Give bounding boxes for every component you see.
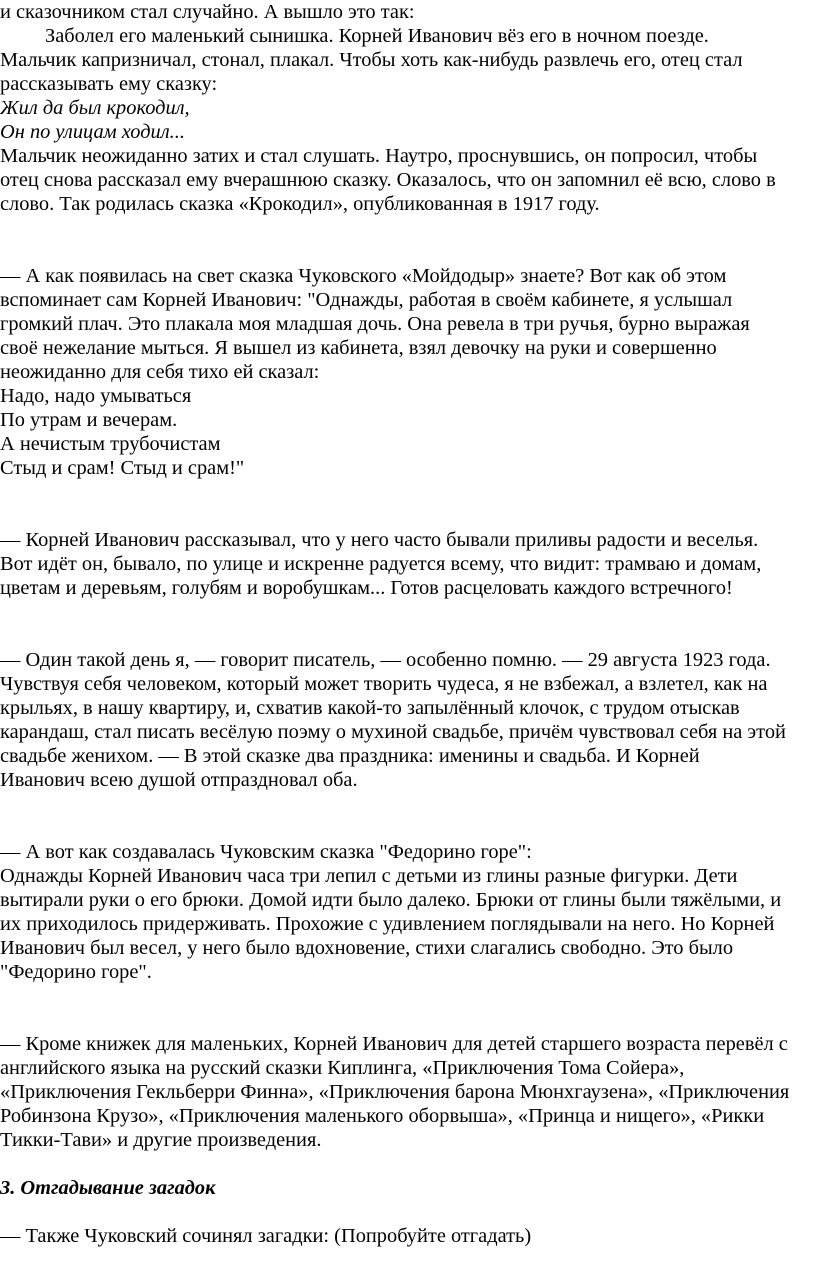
- paragraph-gap: [0, 216, 812, 264]
- text-line: отец снова рассказал ему вчерашнюю сказку. Оказалось, что он запомнил её всю, слово в: [0, 169, 776, 191]
- text-line: Однажды Корней Иванович часа три лепил с детьми из глины разные фигурки. Дети: [0, 865, 738, 887]
- text-line: их приходилось придерживать. Прохожие с удивлением поглядывали на него. Но Корней: [0, 913, 775, 935]
- text-line: карандаш, стал писать весёлую поэму о мухиной свадьбе, причём чувствовал себя на этой: [0, 721, 786, 743]
- paragraph-gap: [0, 600, 812, 648]
- paragraph-joy: [0, 528, 812, 600]
- text-line: «Приключения Гекльберри Финна», «Приключения барона Мюнхгаузена», «Приключения: [0, 1081, 790, 1103]
- poem-line: А нечистым трубочистам: [0, 433, 221, 455]
- paragraph-moydodyr: [0, 264, 812, 480]
- text-line: английского языка на русский сказки Киплинга, «Приключения Тома Сойера»,: [0, 1057, 685, 1079]
- text-line: "Федорино горе".: [0, 961, 152, 983]
- paragraph-crocodile-birth: [0, 144, 812, 216]
- text-line: Тикки-Тави» и другие произведения.: [0, 1129, 322, 1151]
- text-line: Иванович всею душой отпраздновал оба.: [0, 769, 358, 791]
- text-line: Чувствуя себя человеком, который может творить чудеса, я не взбежал, а взлетел, как на: [0, 673, 768, 695]
- text-line: — Один такой день я, — говорит писатель, — особенно помню. — 29 августа 1923 года.: [0, 649, 771, 671]
- paragraph-gap: [0, 1152, 812, 1176]
- paragraph-mukha-tsokotukha: [0, 648, 812, 792]
- poem-line: Он по улицам ходил...: [0, 121, 185, 143]
- text-line: — Также Чуковский сочинял загадки: (Попробуйте отгадать): [0, 1225, 532, 1247]
- poem-line: Надо, надо умываться: [0, 385, 192, 407]
- poem-line: Жил да был крокодил,: [0, 97, 190, 119]
- text-line: вытирали руки о его брюки. Домой идти было далеко. Брюки от глины были тяжёлыми, и: [0, 889, 782, 911]
- text-line: — Кроме книжек для маленьких, Корней Иванович для детей старшего возраста перевёл с: [0, 1033, 788, 1055]
- paragraph-gap: [0, 984, 812, 1032]
- text-line: Иванович был весел, у него было вдохновение, стихи слагались свободно. Это было: [0, 937, 734, 959]
- text-line: своё нежелание мыться. Я вышел из кабинета, взял девочку на руки и совершенно: [0, 337, 717, 359]
- paragraph-fedorino-gore: [0, 840, 812, 984]
- paragraph-gap: [0, 792, 812, 840]
- text-line: Мальчик неожиданно затих и стал слушать. Наутро, проснувшись, он попросил, чтобы: [0, 145, 758, 167]
- text-line: цветам и деревьям, голубям и воробушкам... Готов расцеловать каждого встречного!: [0, 577, 733, 599]
- poem-line: По утрам и вечерам.: [0, 409, 178, 431]
- text-line: — А как появилась на свет сказка Чуковского «Мойдодыр» знаете? Вот как об этом: [0, 265, 727, 287]
- text-line: рассказывать ему сказку:: [0, 73, 218, 95]
- text-line: Заболел его маленький сынишка. Корней Иванович вёз его в ночном поезде.: [45, 25, 709, 47]
- poem-line: Стыд и срам! Стыд и срам!": [0, 457, 245, 479]
- paragraph-translations: [0, 1032, 812, 1152]
- text-line: и сказочником стал случайно. А вышло это так:: [0, 1, 415, 23]
- paragraph-origin-intro: [0, 0, 812, 96]
- text-line: громкий плач. Это плакала моя младшая дочь. Она ревела в три ручья, бурно выражая: [0, 313, 750, 335]
- text-line: неожиданно для себя тихо ей сказал:: [0, 361, 320, 383]
- paragraph-gap: [0, 1200, 812, 1224]
- text-line: вспоминает сам Корней Иванович: "Однажды, работая в своём кабинете, я услышал: [0, 289, 733, 311]
- text-line: — А вот как создавалась Чуковским сказка "Федорино горе":: [0, 841, 532, 863]
- text-line: Робинзона Крузо», «Приключения маленького оборвыша», «Принца и нищего», «Рикки: [0, 1105, 765, 1127]
- text-line: — Корней Иванович рассказывал, что у него часто бывали приливы радости и веселья.: [0, 529, 759, 551]
- text-line: слово. Так родилась сказка «Крокодил», опубликованная в 1917 году.: [0, 193, 600, 215]
- poem-crocodile: [0, 96, 812, 144]
- text-line: крыльях, в нашу квартиру, и, схватив какой-то запылённый клочок, с трудом отыскав: [0, 697, 740, 719]
- text-line: Мальчик капризничал, стонал, плакал. Чтобы хоть как-нибудь развлечь его, отец стал: [0, 49, 743, 71]
- text-line: Вот идёт он, бывало, по улице и искренне радуется всему, что видит: трамваю и домам,: [0, 553, 762, 575]
- section-heading: 3. Отгадывание загадок: [0, 1177, 216, 1199]
- paragraph-gap: [0, 480, 812, 528]
- text-line: свадьбе женихом. — В этой сказке два праздника: именины и свадьба. И Корней: [0, 745, 700, 767]
